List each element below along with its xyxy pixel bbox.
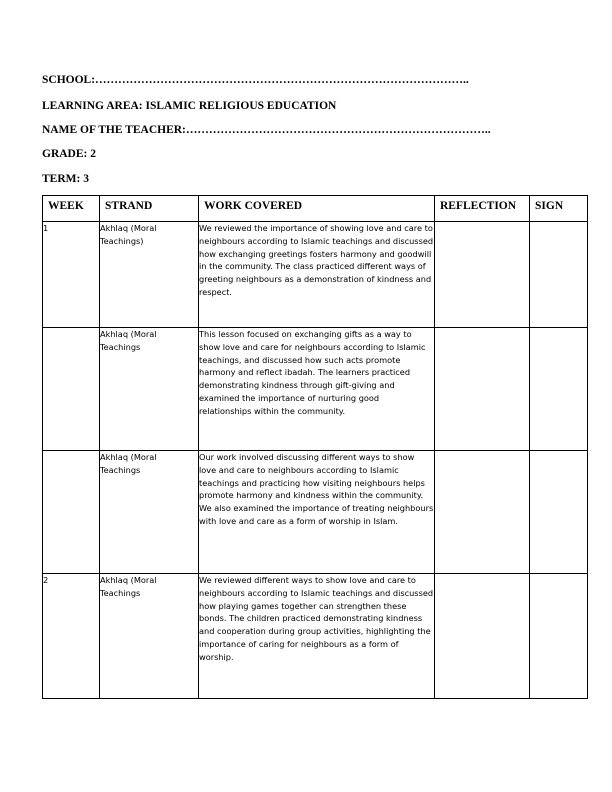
reflection-cell: [435, 574, 530, 699]
column-header-reflection: REFLECTION: [435, 196, 530, 222]
reflection-cell: [435, 451, 530, 574]
column-header-week: WEEK: [43, 196, 100, 222]
week-cell: 1: [43, 222, 100, 328]
week-cell: 2: [43, 574, 100, 699]
week-cell: [43, 328, 100, 451]
table-row: [43, 574, 588, 699]
strand-cell: Akhlaq (Moral Teachings: [100, 574, 199, 699]
table-row: [43, 451, 588, 574]
work-covered-cell: Our work involved discussing different ways to show love and care to neighbours according to Islamic teachings and practicing how visiting neighbours helps promote harmony and kindness within the community. We also examined the importance of treating neighbours with love and care as a form of worship in Islam.: [199, 451, 435, 574]
reflection-cell: [435, 222, 530, 328]
teacher-name-line: NAME OF THE TEACHER:……………………………………………………………………..: [42, 124, 491, 136]
sign-cell: [530, 574, 588, 699]
work-covered-cell: We reviewed different ways to show love and care to neighbours according to Islamic teachings and discussed how playing games together can strengthen these bonds. The children practiced demonstrating kindness and cooperation during group activities, highlighting the importance of caring for neighbours as a form of worship.: [199, 574, 435, 699]
week-cell: [43, 451, 100, 574]
column-header-work-covered: WORK COVERED: [199, 196, 435, 222]
column-header-strand: STRAND: [100, 196, 199, 222]
term-line: TERM: 3: [42, 173, 89, 185]
table-header-row: [43, 196, 588, 222]
record-of-work-table: [42, 195, 588, 699]
sign-cell: [530, 451, 588, 574]
sign-cell: [530, 222, 588, 328]
column-header-sign: SIGN: [530, 196, 588, 222]
table-row: [43, 222, 588, 328]
grade-line: GRADE: 2: [42, 148, 96, 160]
strand-cell: Akhlaq (Moral Teachings: [100, 328, 199, 451]
school-line: SCHOOL:……………………………………………………………………………………..: [42, 74, 469, 86]
work-covered-cell: This lesson focused on exchanging gifts as a way to show love and care for neighbours according to Islamic teachings, and discussed how such acts promote harmony and reflect ibadah. The learners practiced demonstrating kindness through gift-giving and examined the importance of nurturing good relationships within the community.: [199, 328, 435, 451]
sign-cell: [530, 328, 588, 451]
table-row: [43, 328, 588, 451]
reflection-cell: [435, 328, 530, 451]
learning-area-line: LEARNING AREA: ISLAMIC RELIGIOUS EDUCATION: [42, 100, 337, 112]
work-covered-cell: We reviewed the importance of showing love and care to neighbours according to Islamic teachings and discussed how exchanging greetings fosters harmony and goodwill in the community. The class practiced different ways of greeting neighbours as a demonstration of kindness and respect.: [199, 222, 435, 328]
strand-cell: Akhlaq (Moral Teachings): [100, 222, 199, 328]
strand-cell: Akhlaq (Moral Teachings: [100, 451, 199, 574]
